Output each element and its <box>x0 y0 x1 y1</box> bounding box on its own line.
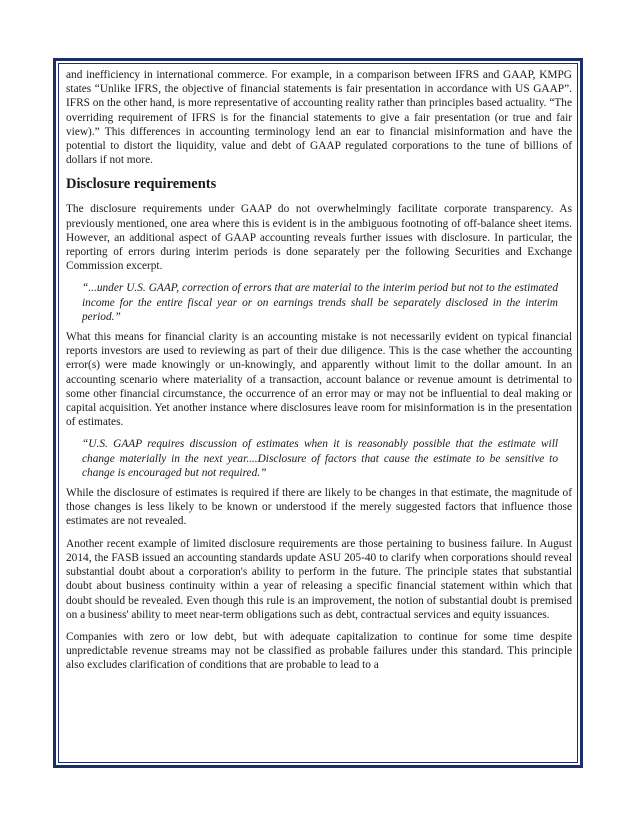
paragraph-financial-clarity: What this means for financial clarity is an accounting mistake is not necessarily evident on typical financial reports investors are used to reviewing as part of their due diligence. This is the case whether the accounting error(s) were made knowingly or un-knowingly, and apparently without limit to the dollar amount. In an accounting scenario where materiality of a transaction, account balance or revenue amount is detrimental to some other financial circumstance, the occurrence of an error may or may not be influential to deal making or capital acquisition. Yet another instance where disclosures leave room for misinformation is in the presentation of estimates. <box>66 331 572 429</box>
quote-interim-errors: “...under U.S. GAAP, correction of errors that are material to the interim period but not to the estimated income for the entire fiscal year or on earnings trends shall be separately disclosed in the interim period.” <box>82 282 558 323</box>
quote-estimates: “U.S. GAAP requires discussion of estimates when it is reasonably possible that the estimate will change materially in the next year....Disclosure of factors that cause the estimate to be sensitive to change is encouraged but not required.” <box>82 438 558 479</box>
section-heading: Disclosure requirements <box>66 176 217 193</box>
paragraph-low-debt: Companies with zero or low debt, but with adequate capitalization to continue for some time despite unpredictable revenue streams may not be classified as probable failures under this standard. This principle also excludes clarification of conditions that are probable to lead to a <box>66 630 572 672</box>
paragraph-estimates: While the disclosure of estimates is required if there are likely to be changes in that estimate, the magnitude of those changes is less likely to be known or understood if the merely suggested factors that influence those estimates are not revealed. <box>66 487 572 528</box>
document-body <box>66 68 572 673</box>
paragraph-business-failure: Another recent example of limited disclosure requirements are those pertaining to business failure. In August 2014, the FASB issued an accounting standards update ASU 205-40 to clarify when corporations should reveal substantial doubt about a corporation's ability to perform in the future. The principle states that substantial doubt about business continuity within a year of releasing a specific financial statement within which that doubt should be revealed. Even though this rule is an improvement, the notion of substantial doubt is premised on a business' ability to meet near-term obligations such as debt, contractual services and equity issuances. <box>66 537 572 621</box>
paragraph-ifrs-comparison: and inefficiency in international commerce. For example, in a comparison between IFRS and GAAP, KMPG states “Unlike IFRS, the objective of financial statements is fair presentation in accordance with US GAAP”. IFRS on the other hand, is more representative of accounting reality rather than principles based actuality. “The overriding requirement of IFRS is for the financial statements to give a fair presentation (or true and fair view).” This differences in accounting terminology lend an ear to financial misinformation and have the potential to distort the liquidity, value and debt of GAAP regulated corporations to the tune of billions of dollars if not more. <box>66 69 572 167</box>
paragraph-disclosure-intro: The disclosure requirements under GAAP do not overwhelmingly facilitate corporate transparency. As previously mentioned, one area where this is evident is in the ambiguous footnoting of off-balance sheet items. However, an additional aspect of GAAP accounting reveals further issues with disclosure. In particular, the reporting of errors during interim periods is done separately per the following Securities and Exchange Commission excerpt. <box>66 203 572 273</box>
